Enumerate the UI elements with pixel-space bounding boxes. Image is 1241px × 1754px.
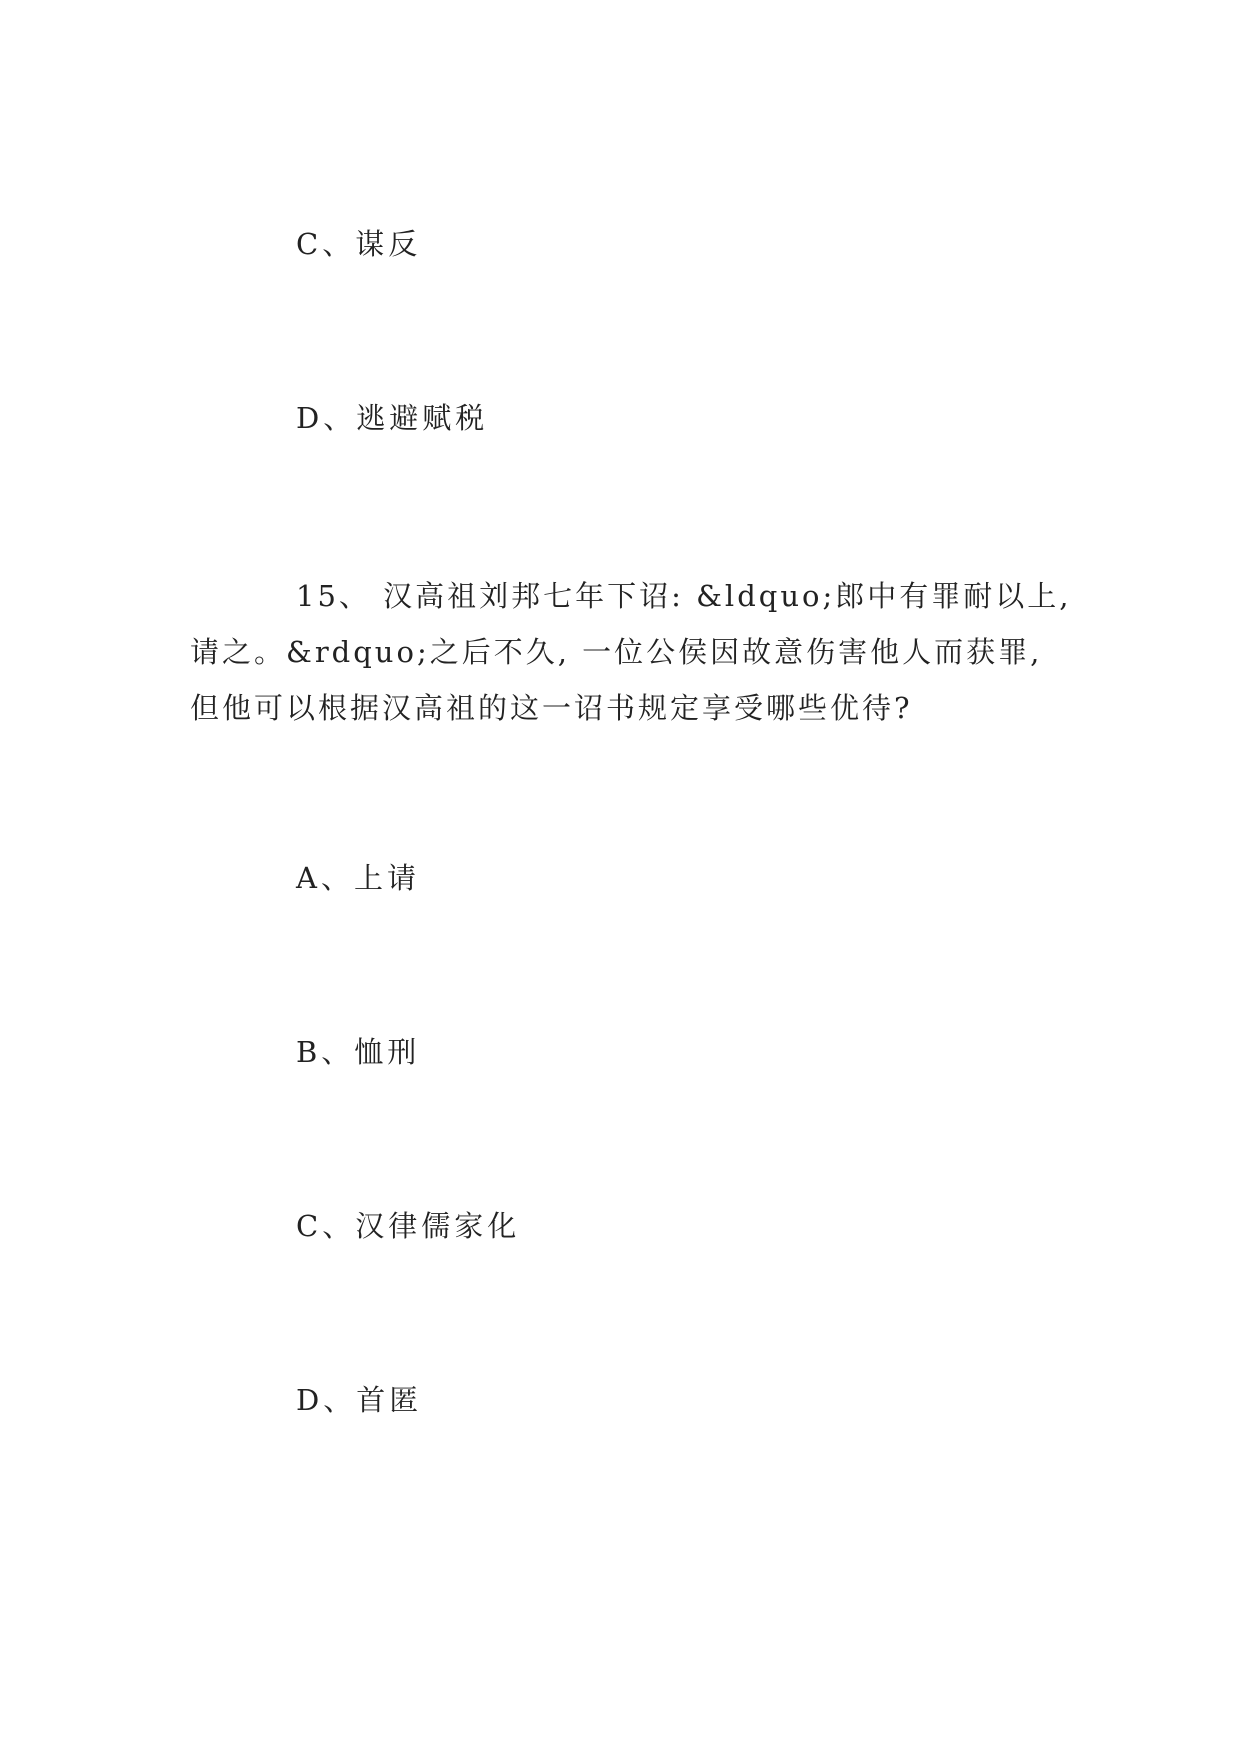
option-d-prev: D、逃避赋税 xyxy=(296,401,489,435)
question-line: 请之。&rdquo;之后不久, 一位公侯因故意伤害他人而获罪, xyxy=(190,635,1043,669)
question-line: 15、 汉高祖刘邦七年下诏: &ldquo;郎中有罪耐以上, xyxy=(296,579,1072,613)
option-d: D、首匿 xyxy=(296,1383,423,1417)
option-c-prev: C、谋反 xyxy=(296,227,422,261)
question-line: 但他可以根据汉高祖的这一诏书规定享受哪些优待? xyxy=(190,691,913,725)
option-b: B、恤刑 xyxy=(296,1035,421,1069)
option-c: C、汉律儒家化 xyxy=(296,1209,521,1243)
option-a: A、上请 xyxy=(296,861,420,895)
question-15 xyxy=(190,568,1070,736)
